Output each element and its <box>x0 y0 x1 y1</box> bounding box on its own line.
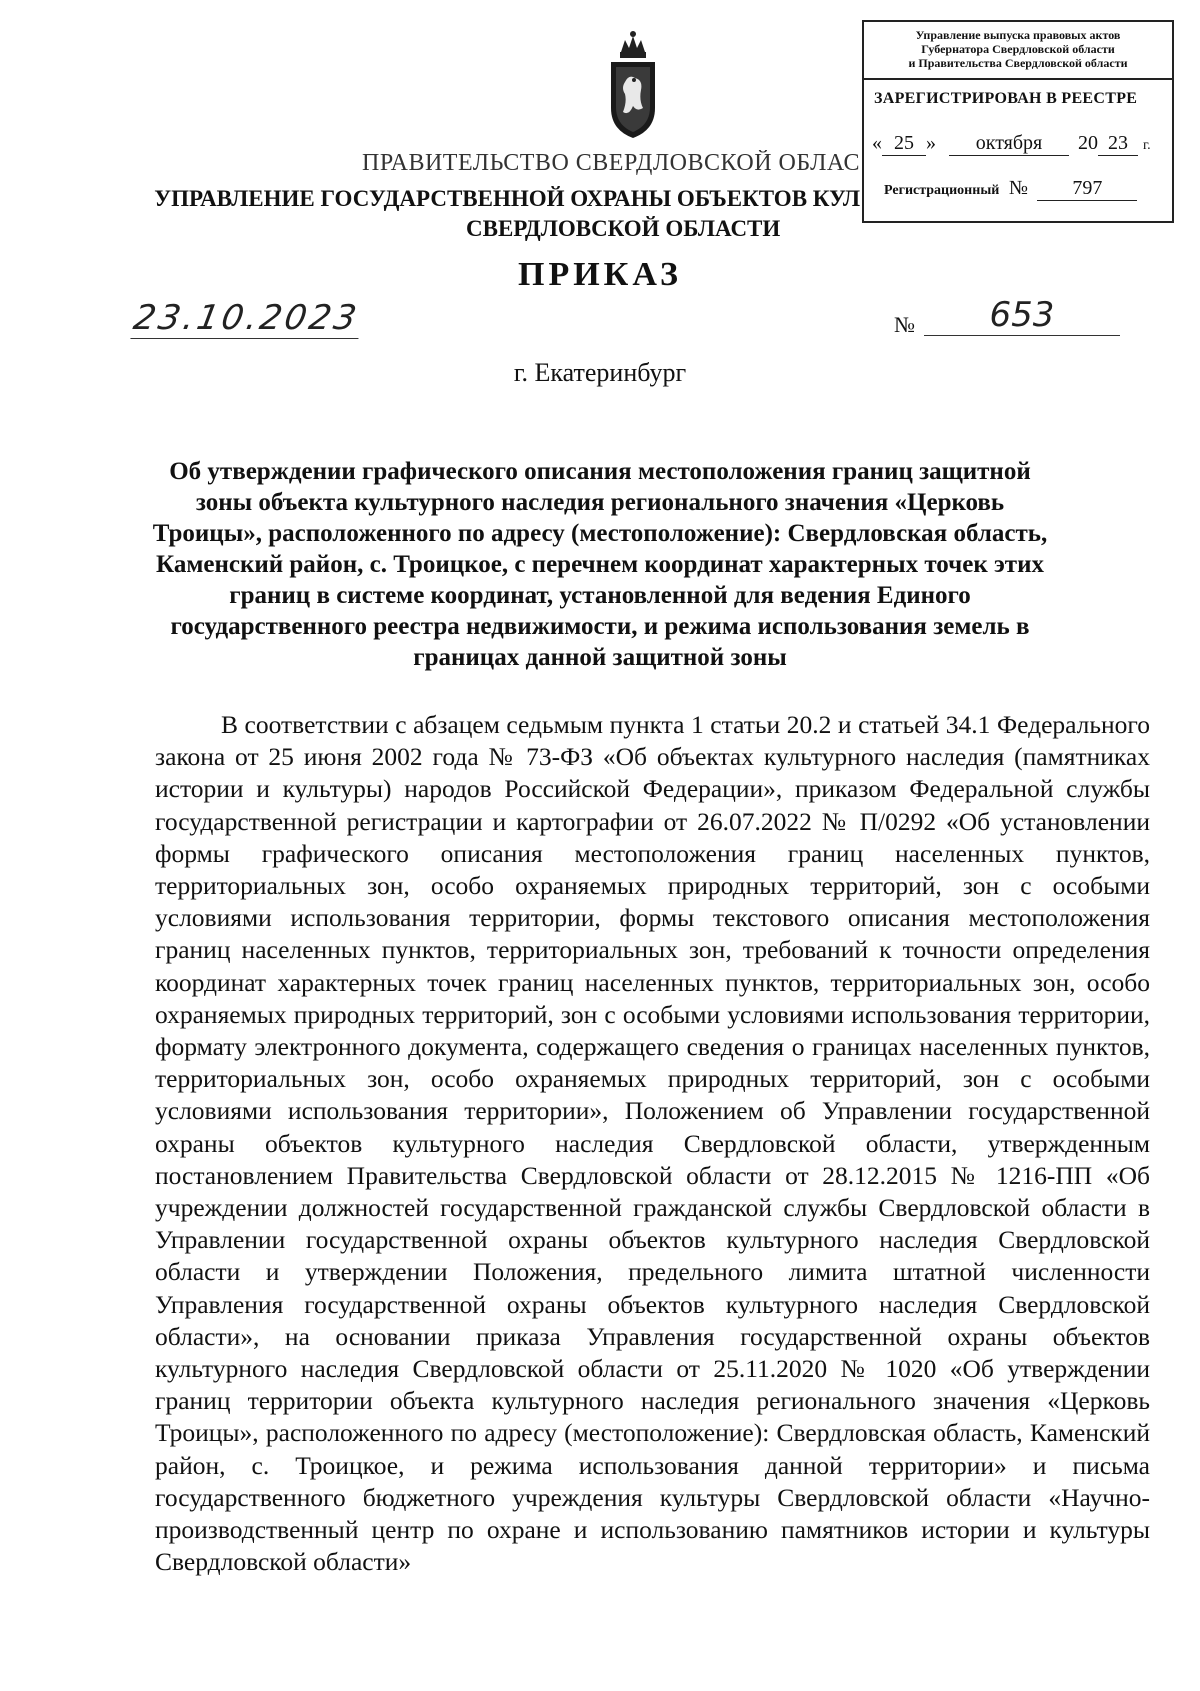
registry-number-row <box>884 177 1137 201</box>
registry-day: 25 <box>882 132 926 156</box>
department-name-line2: СВЕРДЛОВСКОЙ ОБЛАСТИ <box>466 216 781 241</box>
order-city: г. Екатеринбург <box>513 358 687 387</box>
order-date-handwritten: 23.10.2023 <box>130 298 365 339</box>
date-close-quote: » <box>926 132 936 154</box>
registry-month: октября <box>949 132 1069 156</box>
document-heading: ПРИКАЗ <box>518 256 682 293</box>
registry-stamp-header <box>864 22 1172 80</box>
coat-of-arms-emblem <box>603 30 663 142</box>
registry-stamp-header-line3: и Правительства Свердловской области <box>908 56 1128 70</box>
registry-stamp-header-line1: Управление выпуска правовых актов <box>915 28 1121 42</box>
registry-year-suffix: 23 <box>1098 132 1138 156</box>
department-name-line1: УПРАВЛЕНИЕ ГОСУДАРСТВЕННОЙ ОХРАНЫ ОБЪЕКТОВ КУЛ <box>154 186 860 211</box>
registry-stamp <box>862 20 1174 223</box>
order-title: Об утверждении графического описания местоположения границ защитной зоны объекта культурного наследия регионального значения «Церковь Троицы», расположенного по адресу (местоположение): Свердловская область, Каменский район, с. Троицкое, с перечнем координат характерных точек этих границ в системе координат, установленной для ведения Единого государственного реестра недвижимости, и режима использования земель в границах данной защитной зоны <box>152 458 1048 671</box>
order-body-paragraph: В соответствии с абзацем седьмым пункта 1 статьи 20.2 и статьей 34.1 Федерального закона от 25 июня 2002 года № 73-ФЗ «Об объектах культурного наследия (памятниках истории и культуры) народов Российской Федерации», приказом Федеральной службы государственной регистрации и картографии от 26.07.2022 № П/0292 «Об установлении формы графического описания местоположения границ населенных пунктов, территориальных зон, особо охраняемых природных территорий, зон с особыми условиями использования территории, формы текстового описания местоположения границ населенных пунктов, территориальных зон, требований к точности определения координат характерных точек границ населенных пунктов, территориальных зон, особо охраняемых природных территорий, зон с особыми условиями использования территории, формату электронного документа, содержащего сведения о границах населенных пунктов, территориальных зон, особо охраняемых природных территорий, зон с особыми условиями использования территории», Положением об Управлении государственной охраны объектов культурного наследия Свердловской области, утвержденным постановлением Правительства Свердловской области от 28.12.2015 № 1216-ПП «Об учреждении должностей государственной гражданской службы Свердловской области в Управлении государственной охраны объектов культурного наследия Свердловской области и утверждении Положения, предельного лимита штатной численности Управления государственной охраны объектов культурного наследия Свердловской области», на основании приказа Управления государственной охраны объектов культурного наследия Свердловской области от 25.11.2020 № 1020 «Об утверждении границ территории объекта культурного наследия регионального значения «Церковь Троицы», расположенного по адресу (местоположение): Свердловская область, Каменский район, с. Троицкое, и режима использования данной территории» и письма государственного бюджетного учреждения культуры Свердловской области «Научно-производственный центр по охране и использованию памятников истории и культуры Свердловской области» <box>155 710 1150 1577</box>
registry-number: 797 <box>1037 177 1137 201</box>
registry-number-label: Регистрационный <box>884 183 1000 198</box>
registry-stamp-header-line2: Губернатора Свердловской области <box>921 42 1115 56</box>
registry-stamp-title: ЗАРЕГИСТРИРОВАН В РЕЕСТРЕ <box>874 90 1138 107</box>
registry-date <box>872 132 1151 156</box>
registry-year-prefix: 20 <box>1078 132 1098 154</box>
order-number-sign: № <box>894 312 915 337</box>
registry-year-abbr: г. <box>1143 138 1151 153</box>
date-open-quote: « <box>872 132 882 154</box>
order-number-handwritten: 653 <box>924 295 1120 336</box>
coat-of-arms-icon <box>603 30 663 142</box>
registry-number-sign: № <box>1008 177 1028 199</box>
government-name: ПРАВИТЕЛЬСТВО СВЕРДЛОВСКОЙ ОБЛАС <box>362 150 860 176</box>
